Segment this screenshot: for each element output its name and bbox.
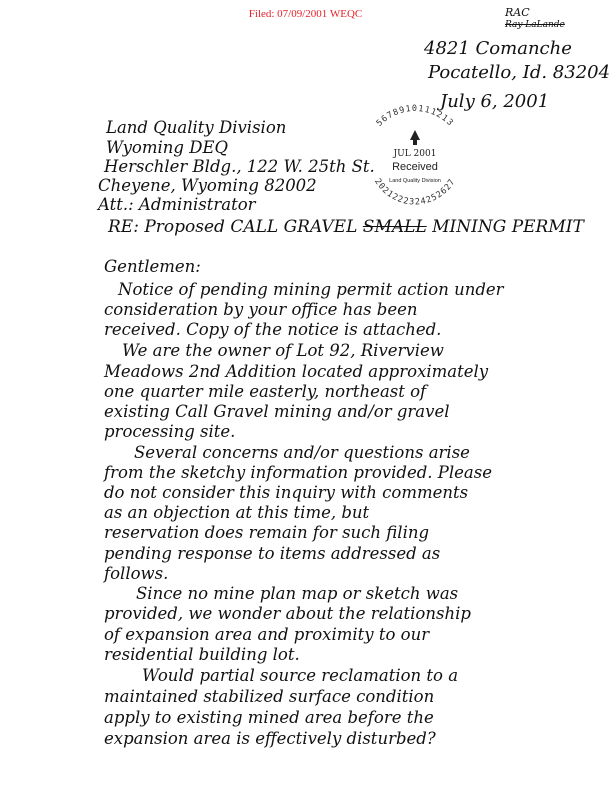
body-line: received. Copy of the notice is attached. [104, 320, 442, 339]
body-line: one quarter mile easterly, northeast of [104, 382, 427, 401]
body-line: as an objection at this time, but [104, 503, 370, 522]
re-suffix: MINING PERMIT [426, 217, 584, 237]
salutation: Gentlemen: [104, 257, 201, 276]
recipient-line-1: Land Quality Division [106, 118, 287, 137]
body-line: maintained stabilized surface condition [104, 687, 435, 706]
stamp-ring-bottom: 2021222324252627 [372, 176, 458, 208]
re-struck-word: SMALL [362, 217, 427, 237]
recipient-line-3: Herschler Bldg., 122 W. 25th St. [104, 157, 375, 176]
sender-street: 4821 Comanche [424, 38, 572, 59]
body-line: Notice of pending mining permit action under [118, 280, 504, 299]
body-line: follows. [104, 564, 169, 583]
body-line: processing site. [104, 422, 236, 441]
body-line: provided, we wonder about the relationship [104, 604, 471, 623]
body-line: apply to existing mined area before the [104, 708, 434, 727]
initials-struck: Ray LaLande [505, 20, 565, 30]
sender-city: Pocatello, Id. 83204 [428, 62, 611, 83]
stamp-ring-top: 5678910111213 [374, 104, 456, 129]
re-line [108, 217, 584, 237]
body-line: from the sketchy information provided. Please [104, 463, 492, 482]
recipient-line-5: Att.: Administrator [98, 195, 256, 214]
body-line: reservation does remain for such filing [104, 523, 430, 542]
body-line: Several concerns and/or questions arise [134, 443, 470, 462]
stamp-status: Received [392, 161, 438, 173]
recipient-line-4: Cheyene, Wyoming 82002 [98, 176, 317, 195]
stamp-dept: Land Quality Division [389, 178, 441, 184]
body-line: do not consider this inquiry with comments [104, 483, 469, 502]
body-line: pending response to items addressed as [104, 544, 441, 563]
re-prefix: RE: Proposed CALL GRAVEL [108, 217, 363, 237]
body-line: We are the owner of Lot 92, Riverview [122, 341, 444, 360]
received-stamp [352, 96, 478, 222]
filed-stamp: Filed: 07/09/2001 WEQC [248, 8, 363, 20]
body-line: residential building lot. [104, 645, 300, 664]
initials: RAC [505, 6, 530, 19]
recipient-line-2: Wyoming DEQ [106, 138, 229, 157]
svg-text:5678910111213 [375, 104, 456, 129]
letter-date: July 6, 2001 [440, 91, 550, 112]
body-line: consideration by your office has been [104, 300, 418, 319]
stamp-arrow-icon [410, 130, 420, 145]
body-line: Since no mine plan map or sketch was [136, 584, 459, 603]
body-line: of expansion area and proximity to our [104, 625, 430, 644]
body-line: Meadows 2nd Addition located approximately [104, 362, 489, 381]
body-line: existing Call Gravel mining and/or gravel [104, 402, 450, 421]
body-line: Would partial source reclamation to a [142, 666, 459, 685]
body-line: expansion area is effectively disturbed? [104, 729, 436, 748]
stamp-date: JUL 2001 [393, 149, 437, 159]
